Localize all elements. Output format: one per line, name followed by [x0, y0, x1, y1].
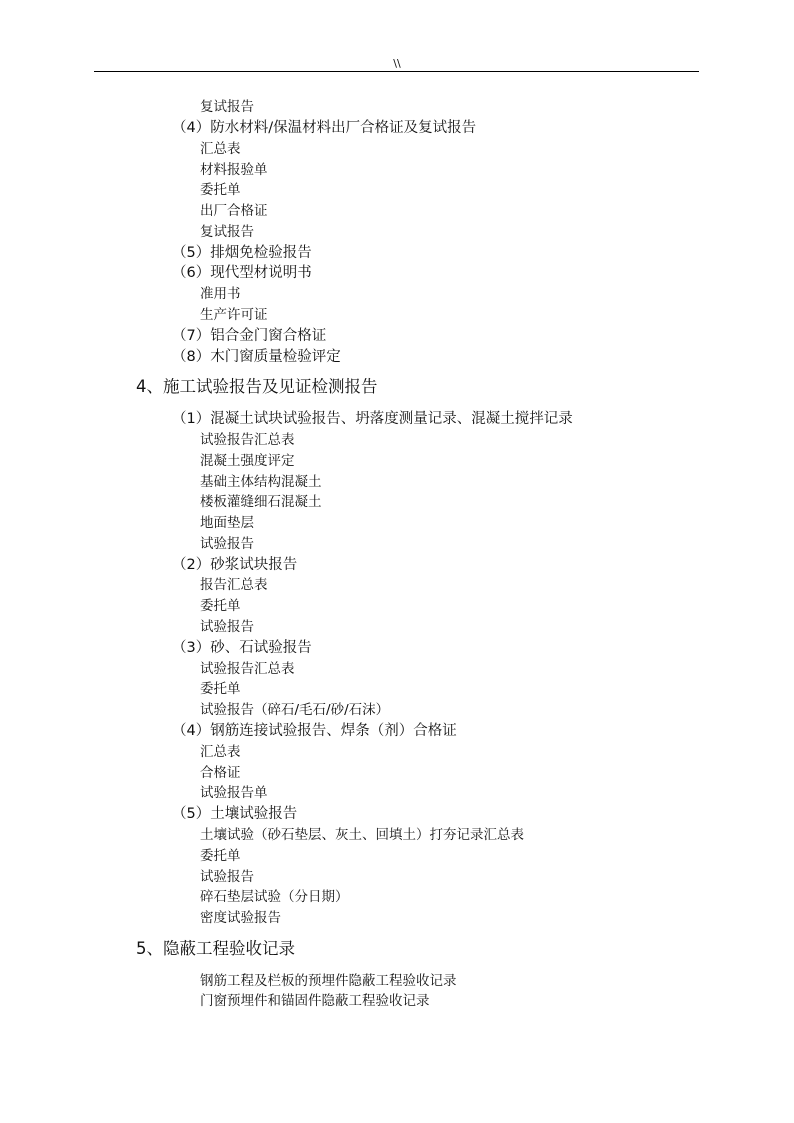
document-line: （1）混凝土试块试验报告、坍落度测量记录、混凝土搅拌记录: [172, 411, 573, 427]
header-rule: [94, 71, 699, 72]
document-line: 委托单: [200, 182, 241, 198]
document-line: 楼板灌缝细石混凝土: [200, 494, 322, 510]
document-line: （7）铝合金门窗合格证: [172, 328, 327, 344]
document-line: 门窗预埋件和锚固件隐蔽工程验收记录: [200, 993, 430, 1009]
document-line: 委托单: [200, 598, 241, 614]
document-line: 生产许可证: [200, 307, 268, 323]
document-line: （5）土壤试验报告: [172, 806, 298, 822]
document-line: 试验报告: [200, 869, 254, 885]
document-line: 试验报告（碎石/毛石/砂/石沫）: [200, 702, 390, 718]
document-line: （8）木门窗质量检验评定: [172, 349, 341, 365]
document-line: 复试报告: [200, 224, 254, 240]
document-line: 试验报告单: [200, 785, 268, 801]
document-line: 材料报验单: [200, 162, 268, 178]
header-mark: \\: [393, 57, 401, 70]
document-line: （5）排烟免检验报告: [172, 245, 312, 261]
document-line: 碎石垫层试验（分日期）: [200, 889, 349, 905]
document-line: 委托单: [200, 848, 241, 864]
document-line: 出厂合格证: [200, 203, 268, 219]
document-line: （4）钢筋连接试验报告、焊条（剂）合格证: [172, 723, 457, 739]
document-line: 试验报告汇总表: [200, 432, 295, 448]
document-line: 土壤试验（砂石垫层、灰土、回填土）打夯记录汇总表: [200, 827, 524, 843]
document-line: 钢筋工程及栏板的预埋件隐蔽工程验收记录: [200, 973, 457, 989]
document-line: （4）防水材料/保温材料出厂合格证及复试报告: [172, 120, 477, 136]
document-line: 报告汇总表: [200, 577, 268, 593]
section-heading: 5、隐蔽工程验收记录: [136, 939, 295, 958]
document-line: 地面垫层: [200, 515, 254, 531]
document-line: 复试报告: [200, 99, 254, 115]
section-heading: 4、施工试验报告及见证检测报告: [136, 377, 378, 396]
document-line: 汇总表: [200, 141, 241, 157]
document-line: 试验报告汇总表: [200, 661, 295, 677]
document-line: （2）砂浆试块报告: [172, 557, 298, 573]
document-line: 基础主体结构混凝土: [200, 474, 322, 490]
document-line: 委托单: [200, 681, 241, 697]
document-line: 密度试验报告: [200, 910, 281, 926]
document-line: 汇总表: [200, 744, 241, 760]
document-line: 试验报告: [200, 619, 254, 635]
document-line: 准用书: [200, 286, 241, 302]
document-line: （3）砂、石试验报告: [172, 640, 312, 656]
document-line: 试验报告: [200, 536, 254, 552]
document-line: （6）现代型材说明书: [172, 265, 312, 281]
document-line: 合格证: [200, 765, 241, 781]
document-line: 混凝土强度评定: [200, 453, 295, 469]
